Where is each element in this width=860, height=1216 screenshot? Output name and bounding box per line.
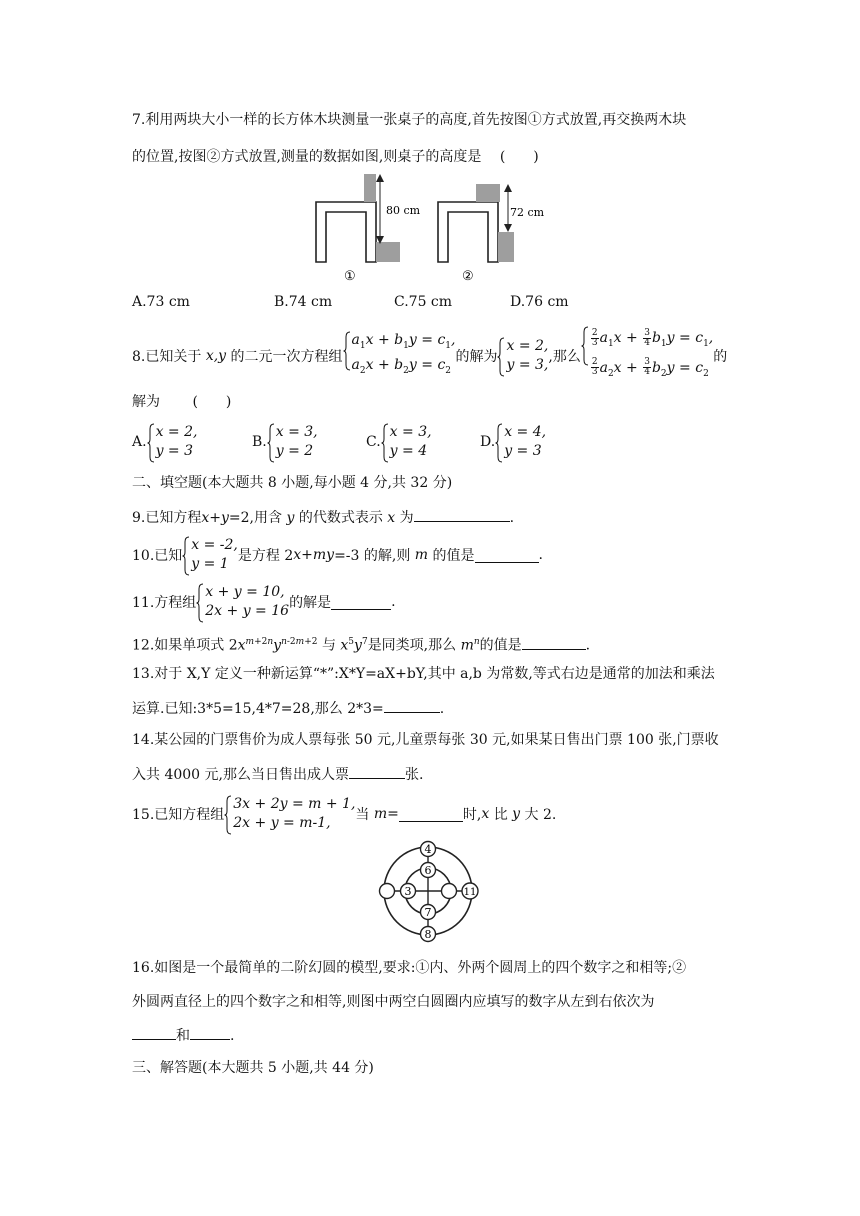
q8-prefix: 8.已知关于 — [132, 348, 202, 365]
q8-option-b-row2: y = 2 — [275, 443, 314, 459]
q11-row2: 2x + y = 16 — [205, 603, 290, 619]
fig2-measure-label: 72 cm — [510, 206, 545, 219]
q11-answer-blank[interactable] — [331, 595, 391, 610]
section-3-heading: 三、解答题(本大题共 5 小题,共 44 分) — [132, 1060, 374, 1076]
node-right-value: 11 — [463, 887, 477, 898]
q8-vars: x,y — [205, 347, 227, 364]
q9-a: 9.已知方程 — [132, 510, 202, 526]
q15-c: = — [387, 806, 399, 822]
q9-b: =2,用含 — [228, 510, 282, 526]
q15-system — [224, 795, 355, 833]
q10-system — [182, 536, 238, 574]
q13-end: . — [439, 701, 445, 717]
q15-b: 当 — [355, 807, 370, 823]
q7-line2 — [132, 147, 539, 167]
q8-option-a-row2: y = 3 — [155, 443, 194, 459]
q7-option-d: D.76 cm — [510, 294, 569, 310]
q8-option-b-label: B. — [252, 434, 267, 450]
q14-line2-end: 张. — [404, 767, 424, 783]
q7-option-c: C.75 cm — [394, 294, 453, 310]
q10-a: 10.已知 — [132, 548, 183, 564]
q13-line1: 13.对于 X,Y 定义一种新运算“*”:X*Y=aX+bY,其中 a,b 为常数,等式右边是通常的加法和乘法 — [132, 666, 715, 682]
q15-f: 大 2. — [524, 807, 557, 823]
q8-mid3: ,那么 — [548, 348, 581, 365]
q13-line2-text: 运算.已知:3*5=15,4*7=28,那么 2*3= — [132, 701, 384, 717]
q11-row1: x + y = 10, — [205, 584, 285, 600]
node-inner-left-value: 3 — [404, 885, 412, 898]
q8-option-b-row1: x = 3, — [275, 424, 318, 440]
q8-option-d — [480, 423, 546, 461]
q15 — [132, 795, 556, 833]
q7-option-b: B.74 cm — [274, 294, 333, 310]
q8-option-d-system — [495, 423, 546, 461]
node-inner-bottom-value: 7 — [424, 906, 432, 919]
q15-d: 时, — [462, 807, 482, 823]
q8-line2-text: 解为 — [132, 394, 160, 410]
q9-x: x — [387, 510, 396, 526]
q8-mid1: 的二元一次方程组 — [230, 348, 343, 365]
q7-answer-paren: ( ) — [499, 149, 539, 165]
q15-a: 15.已知方程组 — [132, 807, 225, 823]
q8-option-d-row2: y = 3 — [504, 443, 542, 459]
q15-m: m — [373, 806, 388, 822]
q16-answer-blank-1[interactable] — [132, 1025, 176, 1040]
q14-line2-text: 入共 4000 元,那么当日售出成人票 — [132, 767, 349, 783]
q8-option-c-label: C. — [366, 434, 381, 450]
node-inner-right-blank[interactable] — [442, 884, 457, 899]
q15-x: x — [481, 806, 490, 822]
node-top — [421, 842, 436, 857]
q12-end: . — [585, 637, 591, 654]
q8-system-3: $\frac{2}{3}$ $a_1x$ + $\frac{3}{4}$ $b_1y = c_1$, $\frac{2}{3}$ $a_2x$ + $\frac{3}{4}$ $b_2y = c_2$ — [581, 326, 713, 386]
q9-y: y — [286, 510, 295, 526]
q9-answer-blank[interactable] — [414, 507, 510, 522]
node-inner-top-value: 6 — [424, 864, 432, 877]
q9-c: 的代数式表示 — [298, 510, 383, 526]
q8-line1 — [132, 326, 727, 386]
figure-2 — [438, 184, 545, 284]
q10-d: 的值是 — [432, 548, 475, 564]
block-bottom-2 — [498, 232, 514, 262]
q8-option-d-label: D. — [480, 434, 496, 450]
q9-end: . — [509, 510, 515, 526]
q13-line2 — [132, 698, 444, 719]
q15-answer-blank[interactable] — [399, 807, 463, 822]
q8-suffix: 的 — [713, 348, 728, 365]
q11 — [132, 583, 396, 621]
q12-b: 与 — [321, 637, 336, 654]
q11-system — [196, 583, 289, 621]
q8-option-a-row1: x = 2, — [155, 424, 198, 440]
q12-answer-blank[interactable] — [522, 635, 586, 650]
q16-line3 — [132, 1025, 234, 1046]
q7-line1: 7.利用两块大小一样的长方体木块测量一张桌子的高度,首先按图①方式放置,再交换两木块 — [132, 112, 687, 128]
q8-option-a — [132, 423, 197, 461]
block-top-2 — [476, 184, 500, 202]
q8-option-c-system — [381, 423, 432, 461]
q10 — [132, 536, 543, 574]
q12: 12.如果单项式 $2x^{m+2n}y^{n-2m+2}$ 与 $x^5y^7$是同类项,那么 $m^n$的值是 . — [132, 632, 590, 656]
node-right — [462, 883, 478, 899]
node-left-blank[interactable] — [380, 884, 395, 899]
node-bottom-value: 8 — [424, 928, 432, 941]
node-inner-left — [401, 884, 416, 899]
q8-option-a-label: A. — [132, 434, 147, 450]
q10-b: 是方程 2 — [237, 548, 294, 564]
node-inner-top — [421, 863, 436, 878]
q12-d: 的值是 — [479, 637, 522, 654]
fig1-measure-label: 80 cm — [386, 204, 421, 217]
q16-line2: 外圆两直径上的四个数字之和相等,则图中两空白圆圈内应填写的数字从左到右依次为 — [132, 994, 655, 1010]
q8-mid2: 的解为 — [455, 348, 498, 365]
section-2-heading: 二、填空题(本大题共 8 小题,每小题 4 分,共 32 分) — [132, 475, 453, 491]
q11-a: 11.方程组 — [132, 595, 197, 611]
q10-c: =-3 的解,则 — [334, 548, 411, 564]
q14-answer-blank[interactable] — [349, 764, 405, 779]
q15-row2: 2x + y = m-1, — [233, 815, 331, 831]
q10-row2: y = 1 — [191, 556, 229, 572]
node-bottom — [421, 927, 436, 942]
q10-m: m — [414, 547, 429, 563]
q8-answer-paren: ( ) — [192, 394, 232, 410]
figure-1 — [316, 174, 421, 284]
q8-option-c-row1: x = 3, — [389, 424, 432, 440]
q7-line2-text: 的位置,按图②方式放置,测量的数据如图,则桌子的高度是 — [132, 149, 482, 165]
q8-option-c — [366, 423, 432, 461]
q8-option-b — [252, 423, 318, 461]
q12-c: 是同类项,那么 — [367, 637, 457, 654]
q16-and: 和 — [176, 1028, 190, 1044]
q10-answer-blank[interactable] — [475, 548, 539, 563]
q8-option-c-row2: y = 4 — [389, 443, 428, 459]
q15-e: 比 — [493, 807, 508, 823]
q8-system-1: $a_1x + b_1y = c_1$, $a_2x + b_2y = c_2$ — [343, 331, 456, 381]
q14-line1: 14.某公园的门票售价为成人票每张 50 元,儿童票每张 30 元,如果某日售出门票 100 张,门票收 — [132, 732, 719, 748]
q7-option-a: A.73 cm — [132, 294, 190, 310]
node-inner-bottom — [421, 905, 436, 920]
q8-line2 — [132, 392, 231, 412]
fig1-caption: ① — [344, 269, 356, 284]
q8-system-2: x = 2, y = 3, — [497, 337, 548, 375]
q9 — [132, 507, 514, 528]
q9-eq: x+y — [201, 510, 229, 526]
block-bottom-1 — [376, 242, 400, 262]
q16-answer-blank-2[interactable] — [190, 1025, 230, 1040]
q15-y: y — [512, 806, 521, 822]
node-top-value: 4 — [424, 843, 432, 856]
q8-option-a-system — [147, 423, 198, 461]
block-top-1 — [364, 174, 376, 202]
q16-end: . — [230, 1028, 235, 1044]
q10-end: . — [538, 547, 543, 563]
q8-option-d-row1: x = 4, — [504, 424, 547, 440]
q11-end: . — [391, 594, 396, 610]
q15-row1: 3x + 2y = m + 1, — [233, 796, 356, 812]
q10-row1: x = -2, — [191, 537, 238, 553]
q12-a: 12.如果单项式 2 — [132, 637, 238, 654]
q8-option-b-system — [267, 423, 318, 461]
q13-answer-blank[interactable] — [384, 698, 440, 713]
fig2-caption: ② — [462, 269, 474, 284]
q10-eq: x+my — [293, 547, 335, 563]
magic-circle-diagram — [370, 836, 490, 948]
q7-figure — [300, 168, 570, 290]
q16-line1: 16.如图是一个最简单的二阶幻圆的模型,要求:①内、外两个圆周上的四个数字之和相等;② — [132, 960, 687, 976]
q14-line2 — [132, 764, 423, 785]
q11-b: 的解是 — [289, 595, 332, 611]
q9-d: 为 — [399, 510, 414, 526]
